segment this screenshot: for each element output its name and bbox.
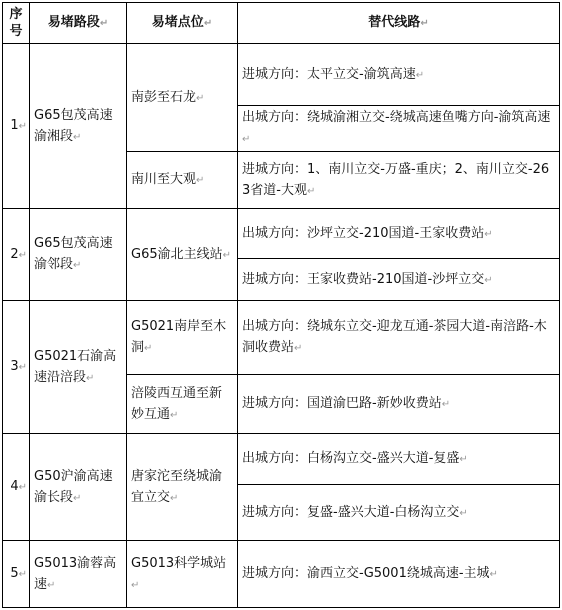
route-cell: 进城方向：王家收费站-210国道-沙坪立交↵ [238,259,560,301]
table-row [3,434,560,485]
congestion-table [2,2,560,608]
route-cell: 出城方向：绕城渝湘立交-绕城高速鱼嘴方向-渝筑高速↵ [238,106,560,152]
route-cell: 进城方向：复盛-盛兴大道-白杨沟立交↵ [238,485,560,541]
table-row [3,209,560,259]
header-no: 序号 [3,3,30,44]
point-cell: 涪陵西互通至新妙互通↵ [127,375,238,434]
route-cell: 出城方向：沙坪立交-210国道-王家收费站↵ [238,209,560,259]
section-cell: G65包茂高速渝湘段↵ [30,44,127,209]
point-cell: G5013科学城站↵ [127,541,238,608]
point-cell: 南彭至石龙↵ [127,44,238,152]
point-cell: 唐家沱至绕城渝宜立交↵ [127,434,238,541]
point-cell: G65渝北主线站↵ [127,209,238,301]
route-cell: 进城方向：1、南川立交-万盛-重庆；2、南川立交-263省道-大观↵ [238,152,560,209]
section-cell: G5021石渝高速沿涪段↵ [30,301,127,434]
section-cell: G50沪渝高速渝长段↵ [30,434,127,541]
row-number: 3↵ [3,301,30,434]
header-point: 易堵点位↵ [127,3,238,44]
header-section: 易堵路段↵ [30,3,127,44]
row-number: 4↵ [3,434,30,541]
route-cell: 出城方向：白杨沟立交-盛兴大道-复盛↵ [238,434,560,485]
header-route: 替代线路↵ [238,3,560,44]
table-row [3,541,560,608]
section-cell: G65包茂高速渝邻段↵ [30,209,127,301]
row-number: 5↵ [3,541,30,608]
point-cell: G5021南岸至木洞↵ [127,301,238,375]
header-row [3,3,560,44]
route-cell: 进城方向：渝西立交-G5001绕城高速-主城↵ [238,541,560,608]
table-row [3,44,560,106]
route-cell: 进城方向：国道渝巴路-新妙收费站↵ [238,375,560,434]
table-row [3,301,560,375]
row-number: 2↵ [3,209,30,301]
route-cell: 进城方向：太平立交-渝筑高速↵ [238,44,560,106]
route-cell: 出城方向：绕城东立交-迎龙互通-茶园大道-南涪路-木洞收费站↵ [238,301,560,375]
row-number: 1↵ [3,44,30,209]
point-cell: 南川至大观↵ [127,152,238,209]
section-cell: G5013渝蓉高速↵ [30,541,127,608]
